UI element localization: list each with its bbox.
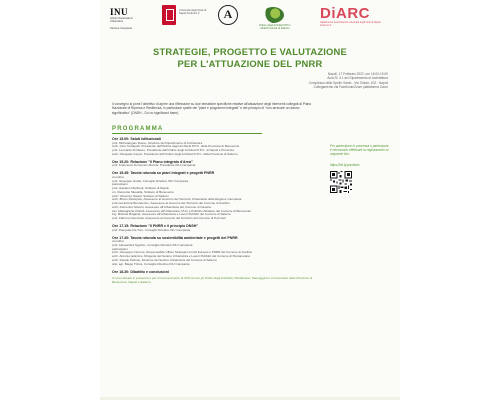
section-title: Ore 17.15: Relazione "Il PNRR e il principio DNSH" [112,224,199,229]
diarc-logo: DiARC [320,5,370,22]
venue-line: Napoli, 17 Febbraio 2022, ore 15:00-19:00 [327,72,388,76]
speaker-line: arch. Vincenzo Napoli, Sindaco di Salerno [112,193,169,198]
speaker-line: dott. agr. Biagio Trinca, Consiglio Direttivo INU Campania [112,261,190,266]
logo-bar [110,5,392,33]
section-title: Ore 15.45: Tavola rotonda su piani integrati e progetti PNRR [112,171,215,176]
program-heading: PROGRAMMA [112,126,164,132]
program-section [112,137,324,157]
program-list [112,137,324,285]
speaker-line: prof. Leonardo Di Mauro, Presidente dell'Ordine degli Architetti P.P.C. di Napoli e Provincia [112,148,234,153]
speaker-line: prof. Francesco Domenico Moccia, Presidente INU Campania [112,163,196,168]
inu-logo-region: Sezione Campania [110,27,132,30]
event-title [100,46,400,69]
role-label: coordina [112,239,124,244]
university-logo [162,5,176,25]
speaker-line: prof. Fabio la Gioconda, Assessore al Governo del Territorio del Comune di Pozzuoli [112,216,226,221]
speaker-line: prof. Alessandra Sgobbo, Consiglio Direttivo INU Campania [112,242,193,247]
inu-logo [110,5,150,33]
speaker-line: on. Clemente Mastella, Sindaco di Benevento [112,189,174,194]
speaker-line: prof. Pasquale De Toro, Consiglio Direttivo INU Campania [112,227,191,232]
section-title: Ore 18.30: Dibattito e conclusioni [112,269,169,274]
role-label: partecipano [112,182,128,187]
speaker-line: prof.ssa Emma Buondonno, Assessore al Governo del Territorio del Comune di Avellino [112,201,230,206]
registration-text: Per partecipare in presenza o partecipare è necessario effettuare la registrazione al seguente link: [330,144,389,157]
program-divider [112,133,262,134]
architecture-seal-logo: A [218,5,238,25]
speaker-line: prof. Gaetano Manfredi, Sindaco di Napoli [112,186,169,191]
registration-link[interactable]: https://bit.ly/pnrrdiarc [330,162,360,167]
diarc-logo-subtitle: dipartimento di architettura università degli studi di Napoli Federico II [320,21,381,27]
speaker-line: arch. Davide Pellone, Direttore del Settore Urbanistica del Comune di Salerno [112,257,218,262]
section-title: Ore 15.20: Relazione "Il Piano integrato d'Area" [112,159,193,164]
section-title: Ore 15.00: Saluti istituzionali [112,137,161,141]
event-title-line-1: STRATEGIE, PROGETTO E VALUTAZIONE [153,46,347,57]
speaker-line: arch. Giuseppe Cerrone, Responsabile Ufficio Strategico Fondi Europei e PNRR del Comune di Avellino [112,250,253,255]
speaker-line: arch. Domenico Moretti, Assessore all'Urbanistica del Comune di Caserta [112,204,211,209]
speaker-line: arch. Gino Tertiapelli, Presidente dell'Ordine degli Architetti P.P.C. della Provincia di Benevento [112,144,240,149]
speaker-line: arch. Bruno Discepolo, Assessore al Governo del Territorio Urbanistica della Regione Campania [112,197,242,202]
architects-order-logo [262,7,284,23]
speaker-line: ing. Michele Brigante, Assessore all'Urbanistica e Lavori Pubblici del Comune di Salerno [112,212,231,217]
architects-order-text: Ordine degli Architetti P.P.C. della Provincia di Salerno [258,24,292,30]
event-title-line-2: PER L'ATTUAZIONE DEL PNRR [177,57,323,69]
speaker-line: prof. Giuseppe Guida, Consiglio Direttivo INU Campania [112,178,189,183]
program-section [112,270,324,275]
venue-line: Aula Sl. 4.1 del Dipartimento di Architettura [327,76,388,81]
qr-code-icon[interactable] [330,171,352,193]
role-label: partecipano [112,246,128,251]
venue-line: Complesso dello Spirito Santo - Via Toledo, 402 - Napoli [308,80,388,85]
program-section [112,236,324,267]
speaker-line: arch. Antonio Iadicicco, Dirigente del Settore Urbanistica e Lavori Pubblici del Comune di Pietramelara [112,254,250,259]
speaker-line: prof. Michelangelo Russo, Direttore del Dipartimento di Architettura [112,140,203,145]
program-section [112,160,324,168]
university-logo-text: Università degli Studi di Napoli Federico II [179,9,207,16]
inu-logo-title: INU [110,7,129,17]
venue-info [308,72,388,90]
role-label: coordina [112,174,124,179]
program-section [112,171,324,221]
speaker-line: arch. Pasquale Caprio, Presidente dell'Ordine degli Architetti P.P.C. della Provincia di Salerno [112,151,238,156]
accreditation-note: Il corso attuato in presenza e per il riconoscimento di CFP presso gli Ordini degli Architetti, Pianificatori, Paesaggisti e Conservatori delle Provincie di Benevento, Napoli e Salerno [112,276,313,285]
speaker-line: avv. Mariagrazia Chirulli, Assessore all'Urbanistica, PUC e Politiche Abitative del Comune di Benevento [112,208,252,213]
event-poster [100,0,400,400]
registration-box [330,144,390,198]
program-section [112,224,324,232]
intro-paragraph: Il convegno si pone l'obiettivo di aprire una riflessione su due tematiche specifiche relative all'attuazione degli interventi collegati al Piano Nazionale di Ripresa e Resilienza, in particolare quelle dei "piani e programmi integrati" e del principio di "non arrecare un danno significativo" (DNSH - Do no significant harm). [112,102,312,115]
inu-logo-subtitle: Istituto Nazionale di Urbanistica [110,17,133,23]
section-title: Ore 17.40: Tavola rotonda su sostenibilità ambientale e progetti del PNRR [112,235,238,240]
venue-line: Collegamento via Facebook/Zoom piattaforma Zoom [313,85,388,90]
